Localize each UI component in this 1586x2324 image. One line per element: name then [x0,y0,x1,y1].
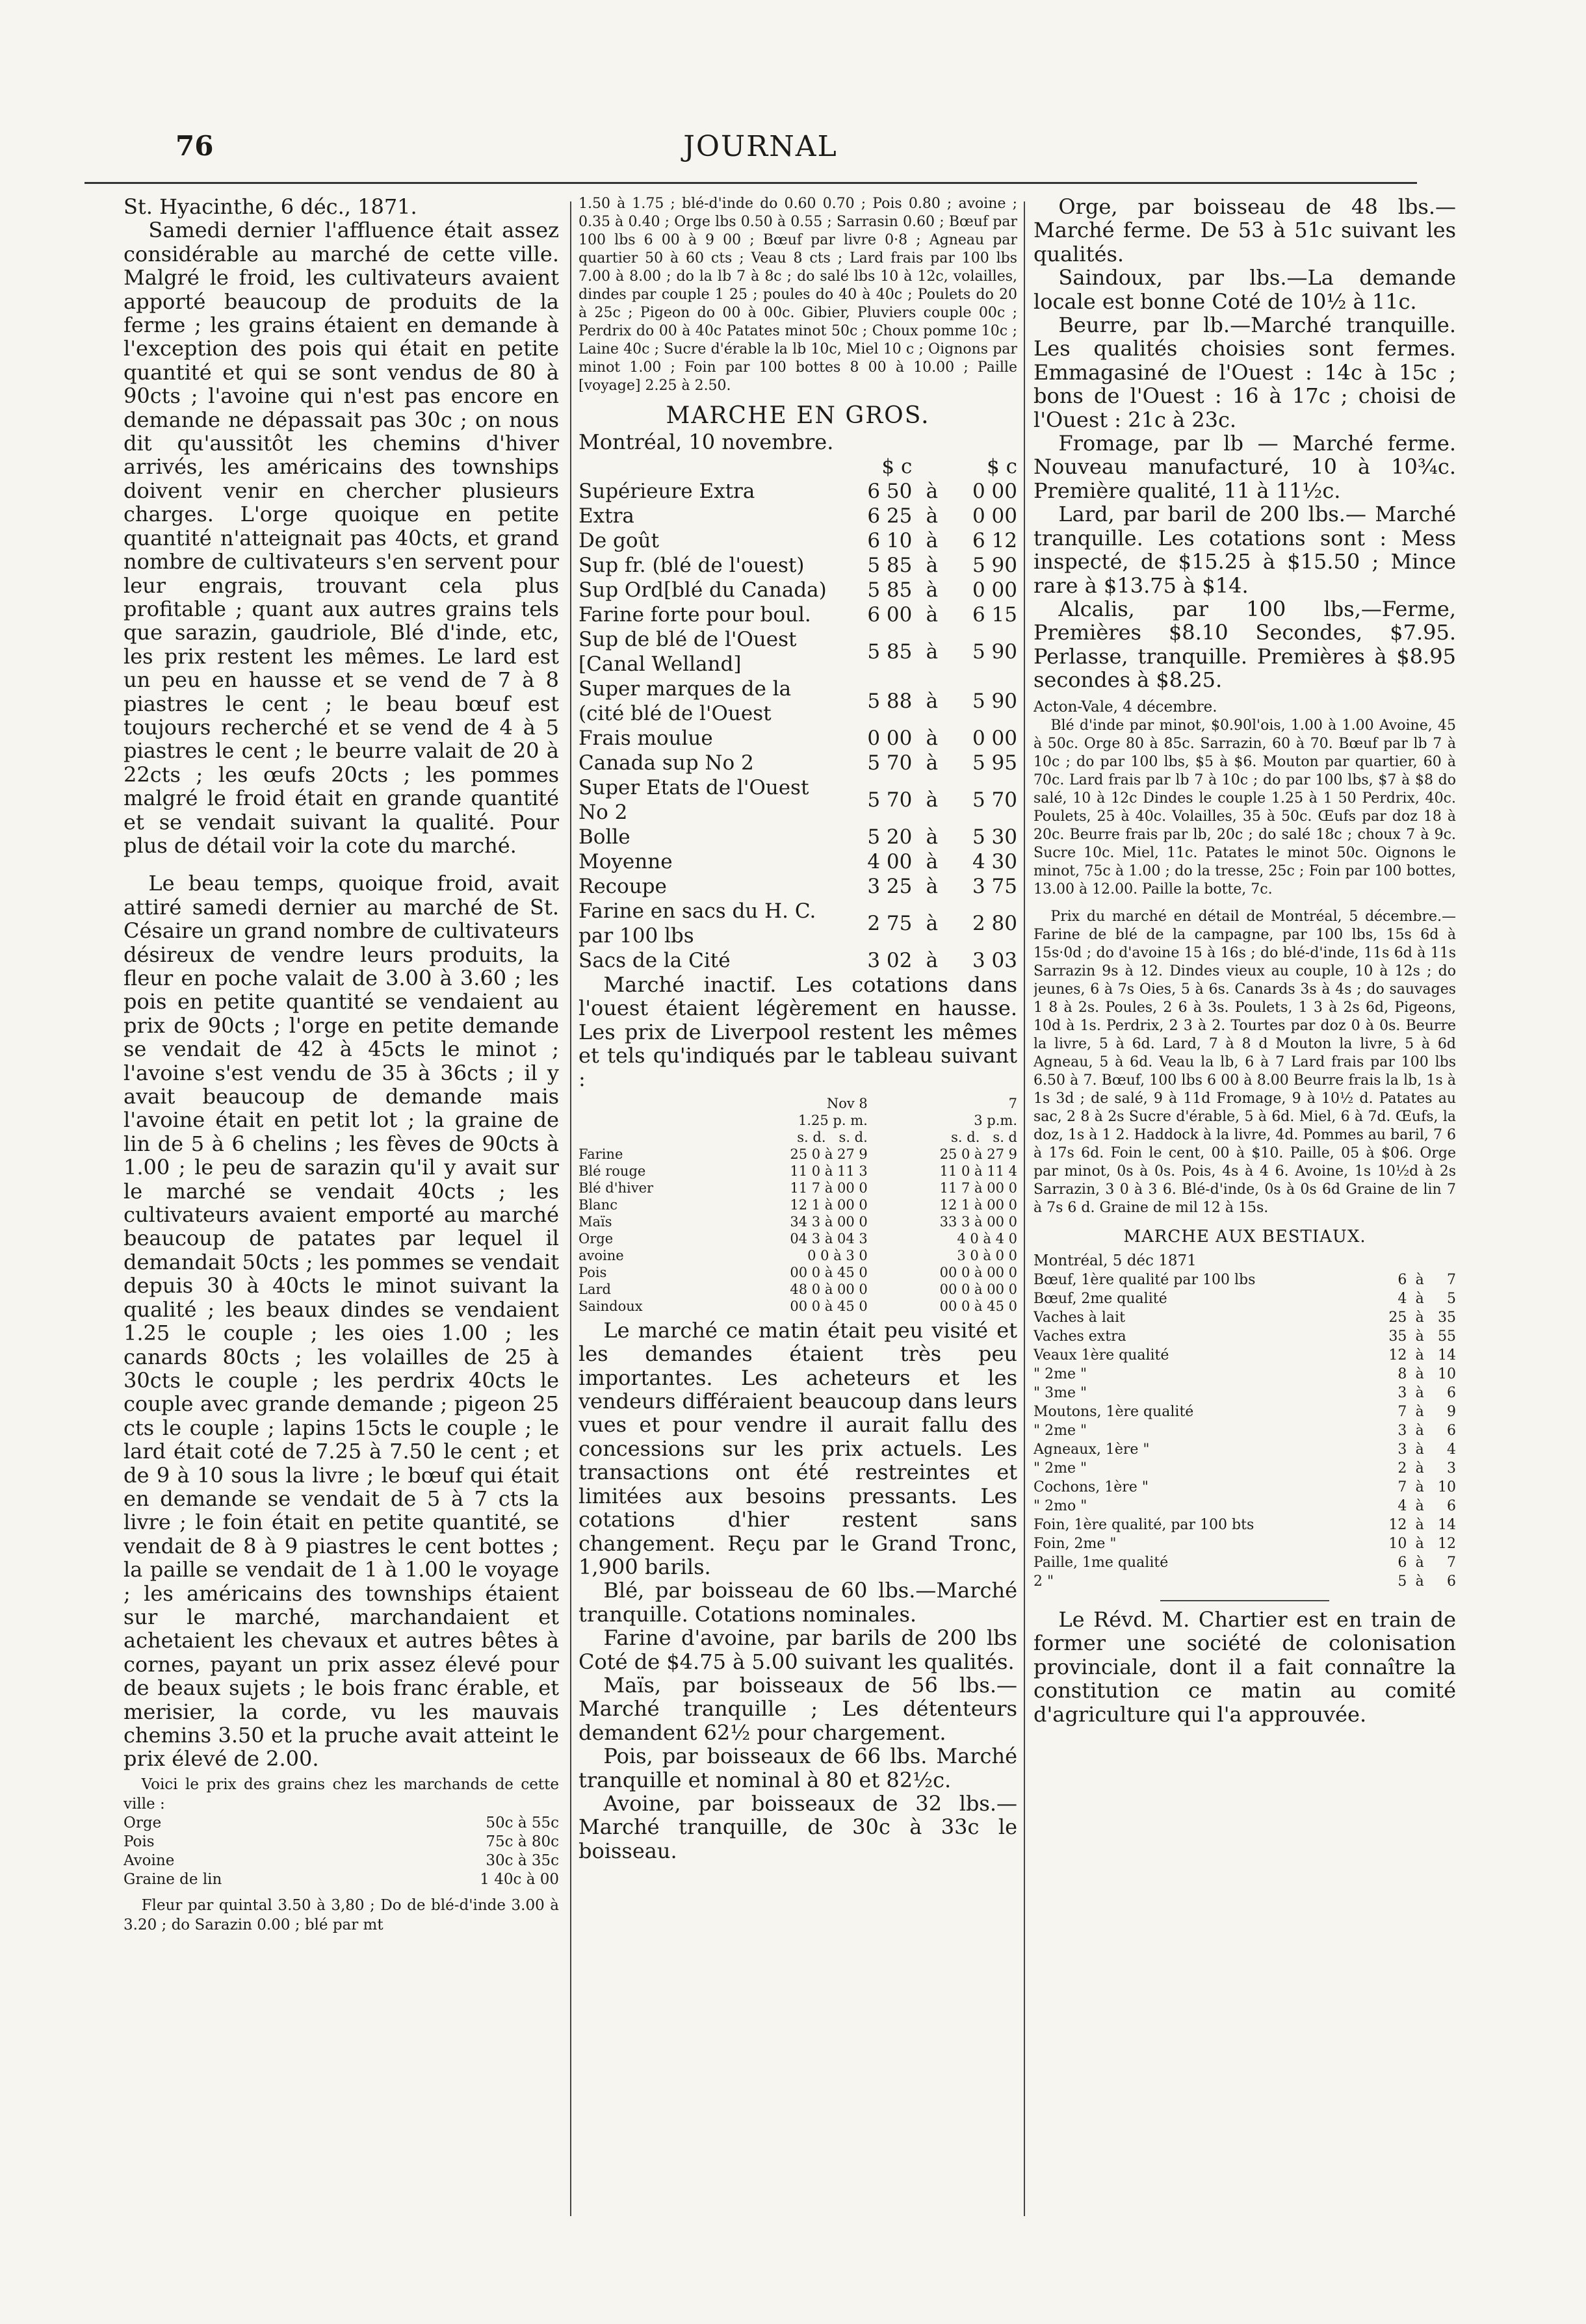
row-sep: à [1415,1347,1424,1363]
table-row [578,677,1017,726]
row-high: 3 03 [972,948,1017,972]
liverpool-date-a: Nov 8 [826,1095,868,1111]
heading-marche-en-gros: MARCHE EN GROS. [666,402,930,429]
table-header-row [578,454,1017,479]
grain-name: Graine de lin [124,1870,222,1888]
row-sep: à [1415,1554,1424,1571]
row-label: Sup Ord[blé du Canada) [578,578,827,602]
table-row [578,874,1017,899]
article-st-hyacinthe: Samedi dernier l'affluence était assez considérable au marché de cette ville. Malgré le froid, les cultivateurs avaient apporté beaucoup de produits de la ferme ; les grains étaient en demande à l'exception des pois qui était en petite quantité et qui se sont vendus de 80 à 90cts ; l'avoine qui n'est pas encore en demande ne dépassait pas 30c ; on nous dit qu'aussitôt les chemins d'hiver arrivés, les américains des townships doivent venir en chercher plusieurs charges. L'orge quoique en petite quantité n'atteignait pas 40cts, et grand nombre de cultivateurs s'en servent pour leur engrais, trouvant cela plus profitable ; quant aux autres grains tels que sarazin, gaudriole, Blé d'inde, etc, les prix restent les mêmes. Le lard est un peu en hausse et se vend de 7 à 8 piastres le cent ; le beau bœuf est toujours recherché et se vend de 4 à 5 piastres le cent ; le beurre valait de 20 à 22cts ; les œufs 20cts ; les pommes malgré le froid était en grande quantité et se vendait suivant la qualité. Pour plus de détail voir la cote du marché. [124,218,559,858]
row-sep: à [1415,1290,1424,1307]
row-high: 6 [1447,1497,1456,1514]
livestock-table [1034,1271,1456,1591]
row-label: Foin, 1ère qualité, par 100 bts [1034,1516,1254,1533]
row-high: 10 [1438,1478,1456,1495]
unit-sd: s. d. [838,1129,868,1145]
row-high: 5 [1447,1290,1456,1307]
column-rule-2 [1024,201,1025,2216]
article-st-cesaire: Le beau temps, quoique froid, avait attiré samedi dernier au marché de St. Césaire un grand nombre de cultivateurs désireux de vendre leurs produits, la fleur en poche valait de 3.00 à 3.60 ; les pois en petite quantité se vendaient au prix de 90cts ; l'orge en petite demande se vendait de 42 à 45cts le minot ; l'avoine s'est vendu de 35 à 36cts ; il y avait beaucoup de demande mais l'avoine était en petit lot ; la graine de lin de 5 à 6 chelins ; les fèves de 90cts à 1.00 ; le peu de sarazin qu'il y avait sur le marché se vendait 40cts ; les cultivateurs avaient emporté au marché beaucoup de patates par lequel il demandait 50cts ; les pommes se vendait depuis 30 à 40cts le minot suivant la qualité ; les beaux dindes se vendaient 1.25 le couple ; les oies 1.00 ; les canards 80cts ; les volailles de 25 à 30cts le couple ; les perdrix 40cts le couple avec grande demande ; pigeon 25 cts le couple ; lapins 15cts le couple ; le lard était coté de 7.25 à 7.50 le cent ; et de 9 à 10 sous la livre ; le bœuf qui était en demande se vendait de 5 à 7 cts la livre ; le foin était en petite quantité, se vendait de 8 à 9 piastres le cent bottes ; la paille se vendait de 1 à 1.00 le voyage ; les américains des townships étaient sur le marché, marchandaient et achetaient les chevaux et autres bêtes à cornes, payant un prix assez élevé pour de beaux sujets ; le bois franc érable, et merisier, la corde, vu les mauvais chemins 3.50 et la pruche avait atteint le prix élevé de 2.00. [124,871,559,1772]
row-label: Blé d'hiver [578,1180,654,1196]
table-row [1034,1516,1456,1534]
row-label: Maïs [578,1213,612,1230]
row-sep: à [1415,1384,1424,1401]
row-label: " 3me " [1034,1384,1087,1401]
row-sep: à [926,849,939,873]
row-sep: à [1415,1573,1424,1590]
row-sep: à [1415,1403,1424,1420]
row-label: Canada sup No 2 [578,751,754,775]
table-row [1034,1497,1456,1516]
row-label: Blé rouge [578,1163,646,1179]
grain-name: Orge [124,1814,162,1831]
row-label: Bolle [578,825,630,849]
row-label: 2 " [1034,1573,1054,1590]
row-value-nov7: 00 0 à 00 0 [939,1264,1017,1280]
liverpool-time-a: 1.25 p. m. [798,1112,868,1128]
row-low: 10 [1388,1535,1407,1552]
row-value-nov8: 48 0 à 00 0 [790,1281,868,1297]
table-row [1034,1327,1456,1346]
table-row [1034,1572,1456,1591]
montreal-retail-prices: Prix du marché en détail de Montréal, 5 décembre.—Farine de blé de la campagne, par 100 lbs, 15s 6d à 15s·0d ; do d'avoine 15 à 16s ; do blé-d'inde, 11s 6d à 11s Sarrazin 9s à 12. Dindes vieux au couple, 10 à 12s ; do jeunes, 6 à 7s Oies, 5 à 6s. Canards 3s à 4s ; do sauvages 1 8 à 2s. Poules, 2 6 à 3s. Poulets, 1 3 à 2s 6d, Pigeons, 10d à 1s. Perdrix, 2 3 à 2. Tourtes par doz 0 à 0s. Beurre la livre, 5 à 6d. Lard, 7 à 8 d Mouton la livre, 5 à 6d Agneau, 5 à 6d. Veau la lb, 6 à 7 Lard frais par 100 lbs 6.50 à 7. Bœuf, 100 lbs 6 00 à 8.00 Beurre frais la lb, 1s à 1s 3d ; de salé, 9 à 11d Fromage, 9 à 10½ d. Patates au sac, 2 8 à 2s Sucre d'érable, 5 à 6d. Miel, 6 à 7d. Œufs, la doz, 1s à 1 2. Haddock à la livre, 4d. Pommes au baril, 7 6 à 17s 6d. Foin le cent, 00 à $10. Paille, 05 à $06. Orge par minot, 0s à 0s. Pois, 4s à 4 6. Avoine, 1s 10½d à 2s Sarrazin, 3 0 à 3 6. Blé-d'inde, 0s à 0s 6d Graine de lin 7 à 7s 6 d. Graine de mil 12 à 15s. [1034,908,1456,1216]
table-row [1034,1459,1456,1478]
row-high: 14 [1438,1516,1456,1533]
grain-price-table [124,1814,559,1889]
row-low: 5 85 [867,578,913,602]
row-low: 5 88 [867,689,913,713]
section-divider [1160,1600,1329,1601]
row-high: 55 [1438,1328,1456,1345]
table-row [1034,1553,1456,1572]
table-row [578,1196,1017,1213]
row-label: Super marques de la (cité blé de l'Ouest [578,677,792,725]
row-value-nov8: 25 0 à 27 9 [790,1146,868,1162]
row-low: 4 00 [867,849,913,873]
table-row [578,553,1017,578]
row-value-nov7: 33 3 à 00 0 [939,1213,1017,1230]
liverpool-intro: Marché inactif. Les cotations dans l'ouest étaient légèrement en hausse. Les prix de Liverpool restent les mêmes et tels qu'indiqués par le tableau suivant : [578,972,1017,1092]
row-label: Bœuf, 2me qualité [1034,1290,1167,1307]
row-sep: à [926,726,939,750]
row-value-nov8: 0 0 à 3 0 [807,1247,868,1263]
row-label: Veaux 1ère qualité [1034,1347,1169,1363]
row-high: 6 [1447,1573,1456,1590]
row-high: 7 [1447,1554,1456,1571]
row-low: 0 00 [867,726,913,750]
row-label: Super Etats de l'Ouest No 2 [578,775,809,824]
row-label: Recoupe [578,874,667,898]
table-row [578,1298,1017,1315]
row-value-nov7: 11 7 à 00 0 [939,1180,1017,1196]
row-label: Cochons, 1ère " [1034,1478,1149,1495]
row-high: 3 75 [972,874,1017,898]
row-label: " 2me " [1034,1422,1087,1439]
row-high: 9 [1447,1403,1456,1420]
row-label: Moyenne [578,849,673,873]
grain-price: 50c à 55c [486,1814,559,1831]
row-low: 5 20 [867,825,913,849]
row-high: 0 00 [972,726,1017,750]
column-1 [124,195,559,2294]
market-report: Le marché ce matin était peu visité et les demandes étaient très peu importantes. Les acheteurs et les vendeurs différaient beaucoup dans leurs vues et pour vendre il aurait fallu des concessions sur les prix actuels. Les transactions ont été restreintes et limitées aux besoins pressants. Les cotations d'hier restent sans changement. Reçu par le Grand Tronc, 1,900 barils. [578,1317,1017,1579]
flour-prices: Fleur par quintal 3.50 à 3,80 ; Do de blé-d'inde 3.00 à 3.20 ; do Sarazin 0.00 ; blé par mt [124,1896,559,1933]
table-header-row [578,1112,1017,1129]
grain-price: 30c à 35c [486,1852,559,1869]
row-sep: à [926,689,939,713]
table-row [1034,1440,1456,1459]
row-high: 4 [1447,1441,1456,1458]
row-label: Agneaux, 1ère " [1034,1441,1150,1458]
row-high: 6 [1447,1384,1456,1401]
liverpool-time-b: 3 p.m. [974,1112,1017,1128]
table-row [1034,1421,1456,1440]
row-value-nov8: 00 0 à 45 0 [790,1298,868,1314]
table-row [578,1163,1017,1180]
row-value-nov7: 25 0 à 27 9 [939,1146,1017,1162]
row-sep: à [1415,1422,1424,1439]
row-low: 5 85 [867,639,913,664]
row-sep: à [926,788,939,812]
table-row [124,1814,559,1833]
row-sep: à [1415,1271,1424,1288]
row-label: Foin, 2me " [1034,1535,1117,1552]
row-label: Pois [578,1264,607,1280]
row-low: 5 85 [867,553,913,577]
row-high: 6 [1447,1422,1456,1439]
farine-avoine-report: Farine d'avoine, par barils de 200 lbs Coté de $4.75 à 5.00 suivant les qualités. [578,1625,1017,1674]
table-header-row [578,1129,1017,1146]
table-row [1034,1478,1456,1497]
row-high: 14 [1438,1347,1456,1363]
row-low: 3 25 [867,874,913,898]
table-row [578,627,1017,677]
row-label: Bœuf, 1ère qualité par 100 lbs [1034,1271,1256,1288]
table-row [578,602,1017,627]
heading-marche-aux-bestiaux: MARCHE AUX BESTIAUX. [1123,1226,1366,1246]
row-label: Saindoux [578,1298,643,1314]
row-sep: à [926,639,939,664]
row-sep: à [1415,1497,1424,1514]
mais-report: Maïs, par boisseaux de 56 lbs.—Marché tranquille ; Les détenteurs demandent 62½ pour chargement. [578,1672,1017,1745]
row-low: 6 00 [867,602,913,626]
table-row [578,849,1017,874]
row-low: 7 [1398,1403,1407,1420]
row-label: De goût [578,528,659,552]
table-row [1034,1308,1456,1327]
row-label: Orge [578,1230,614,1246]
row-high: 3 [1447,1460,1456,1477]
table-row [578,825,1017,849]
row-value-nov7: 00 0 à 45 0 [939,1298,1017,1314]
grain-name: Pois [124,1833,155,1850]
row-low: 2 [1398,1460,1407,1477]
row-label: Vaches extra [1034,1328,1126,1345]
row-high: 5 90 [972,553,1017,577]
row-value-nov7: 00 0 à 00 0 [939,1281,1017,1297]
table-row [578,479,1017,504]
row-sep: à [926,479,939,503]
row-high: 5 70 [972,788,1017,812]
row-high: 0 00 [972,504,1017,528]
row-value-nov7: 4 0 à 4 0 [957,1230,1017,1246]
row-sep: à [926,578,939,602]
table-row [578,1264,1017,1281]
row-label: " 2me " [1034,1460,1087,1477]
row-low: 5 70 [867,788,913,812]
header-rule [84,182,1417,184]
row-sep: à [1415,1328,1424,1345]
grain-price: 1 40c à 00 [480,1870,559,1888]
row-low: 3 02 [867,948,913,972]
table-row [578,775,1017,825]
row-label: Paille, 1me qualité [1034,1554,1169,1571]
page-number: 76 [176,130,214,162]
row-high: 10 [1438,1365,1456,1382]
row-low: 6 [1398,1554,1407,1571]
row-value-nov7: 3 0 à 0 0 [957,1247,1017,1263]
table-row [1034,1534,1456,1553]
ble-report: Blé, par boisseau de 60 lbs.—Marché tranquille. Cotations nominales. [578,1578,1017,1627]
alcalis-report: Alcalis, par 100 lbs,—Ferme, Premières $8.10 Secondes, $7.95. Perlasse, tranquille. Premières à $8.95 secondes à $8.25. [1034,596,1456,693]
row-label: Farine en sacs du H. C. par 100 lbs [578,899,816,948]
row-label: Moutons, 1ère qualité [1034,1403,1194,1420]
row-low: 25 [1388,1309,1407,1326]
row-low: 6 50 [867,479,913,503]
row-low: 12 [1388,1347,1407,1363]
row-label: Sup fr. (blé de l'ouest) [578,553,805,577]
column-unit: $ c [881,454,913,478]
row-low: 7 [1398,1478,1407,1495]
acton-vale-prices: Blé d'inde par minot, $0.90l'ois, 1.00 à 1.00 Avoine, 45 à 50c. Orge 80 à 85c. Sarrazin, 60 à 70. Bœuf par lb 7 à 10c ; do par 100 lbs, $5 à $6. Mouton par quartier, 60 à 70c. Lard frais par lb 7 à 10c ; do par 100 lbs, $7 à $8 do salé, 10 à 12c Dindes le couple 1.25 à 1 50 Perdrix, 40c. Poulets, 25 à 40c. Volailles, 35 à 50c. Œufs par doz 18 à 20c. Beurre frais par lb, 20c ; do salé 18c ; choux 7 à 9c. Sucre 10c. Miel, 11c. Patates le minot 50c. Oignons le minot, 75c à 1.00 ; do la tresse, 25c ; Foin par 100 bottes, 13.00 à 12.00. Paille la botte, 7c. [1034,717,1456,897]
table-row [578,726,1017,751]
row-low: 12 [1388,1516,1407,1533]
row-value-nov8: 11 0 à 11 3 [790,1163,868,1179]
row-low: 6 10 [867,528,913,552]
row-sep: à [926,825,939,849]
row-sep: à [1415,1460,1424,1477]
row-high: 5 95 [972,751,1017,775]
row-label: Sup de blé de l'Ouest [Canal Welland] [578,627,797,676]
row-value-nov7: 12 1 à 00 0 [939,1196,1017,1213]
row-high: 4 30 [972,849,1017,873]
row-label: " 2mo " [1034,1497,1087,1514]
table-row [578,504,1017,528]
row-low: 4 [1398,1290,1407,1307]
grain-name: Avoine [124,1852,175,1869]
row-low: 3 [1398,1384,1407,1401]
fromage-report: Fromage, par lb — Marché ferme. Nouveau manufacturé, 10 à 10¾c. Première qualité, 11 à 11½c. [1034,431,1456,503]
table-row [124,1870,559,1889]
row-sep: à [926,553,939,577]
row-low: 4 [1398,1497,1407,1514]
unit-sd: s. d. [797,1129,826,1145]
row-high: 5 90 [972,689,1017,713]
saindoux-report: Saindoux, par lbs.—La demande locale est bonne Coté de 10½ à 11c. [1034,265,1456,314]
row-label: Farine forte pour boul. [578,602,811,626]
row-high: 6 12 [972,528,1017,552]
table-row [1034,1289,1456,1308]
row-label: avoine [578,1247,624,1263]
row-low: 3 [1398,1441,1407,1458]
beurre-report: Beurre, par lb.—Marché tranquille. Les qualités choisies sont fermes. Emmagasiné de l'Ouest : 14c à 15c ; bons de l'Ouest : 16 à 17c ; choisi de l'Ouest : 21c à 23c. [1034,313,1456,432]
row-value-nov8: 34 3 à 00 0 [790,1213,868,1230]
row-low: 5 70 [867,751,913,775]
row-label: Vaches à lait [1034,1309,1125,1326]
row-sep: à [926,504,939,528]
table-row [578,1247,1017,1264]
row-high: 0 00 [972,578,1017,602]
table-row [1034,1365,1456,1384]
row-label: Farine [578,1146,623,1162]
journal-title: JOURNAL [683,130,838,163]
row-low: 6 [1398,1271,1407,1288]
table-row [1034,1402,1456,1421]
liverpool-date-b: 7 [1008,1095,1017,1111]
row-low: 5 [1398,1573,1407,1590]
chartier-notice: Le Révd. M. Chartier est en train de former une société de colonisation provinciale, dont il a fait connaître la constitution ce matin au comité d'agriculture qui l'a approuvée. [1034,1607,1456,1727]
table-header-row [578,1095,1017,1112]
row-label: Blanc [578,1196,618,1213]
table-row [578,1281,1017,1298]
row-label: Lard [578,1281,611,1297]
row-label: Supérieure Extra [578,479,755,503]
row-sep: à [1415,1309,1424,1326]
row-sep: à [1415,1441,1424,1458]
row-high: 0 00 [972,479,1017,503]
row-sep: à [926,911,939,935]
dateline-montreal-dec: Montréal, 5 déc 1871 [1034,1252,1197,1269]
row-high: 12 [1438,1535,1456,1552]
table-row [578,948,1017,973]
table-row [578,578,1017,602]
column-3 [1034,195,1456,2294]
row-label: Sacs de la Cité [578,948,731,972]
row-value-nov7: 11 0 à 11 4 [939,1163,1017,1179]
row-value-nov8: 00 0 à 45 0 [790,1264,868,1280]
row-value-nov8: 11 7 à 00 0 [790,1180,868,1196]
column-unit: $ c [987,454,1017,478]
grain-intro: Voici le prix des grains chez les marchands de cette ville : [124,1775,559,1813]
row-low: 2 75 [867,911,913,935]
table-row [578,1180,1017,1196]
table-row [1034,1346,1456,1365]
row-low: 8 [1398,1365,1407,1382]
row-high: 5 30 [972,825,1017,849]
row-low: 35 [1388,1328,1407,1345]
avoine-report: Avoine, par boisseaux de 32 lbs.—Marché tranquille, de 30c à 33c le boisseau. [578,1790,1017,1863]
table-row [578,751,1017,775]
row-low: 3 [1398,1422,1407,1439]
column-2 [578,195,1017,2294]
row-sep: à [926,874,939,898]
row-sep: à [1415,1478,1424,1495]
row-high: 35 [1438,1309,1456,1326]
table-row [578,899,1017,948]
table-row [124,1833,559,1852]
orge-report: Orge, par boisseau de 48 lbs.—Marché ferme. De 53 à 51c suivant les qualités. [1034,195,1456,266]
table-row [578,1213,1017,1230]
row-label: " 2me " [1034,1365,1087,1382]
dateline-montreal-nov: Montréal, 10 novembre. [578,430,834,455]
row-high: 5 90 [972,639,1017,664]
dateline-acton-vale: Acton-Vale, 4 décembre. [1034,698,1217,716]
liverpool-table [578,1095,1017,1315]
row-label: Frais moulue [578,726,713,750]
row-low: 6 25 [867,504,913,528]
grain-price: 75c à 80c [486,1833,559,1850]
row-high: 6 15 [972,602,1017,626]
table-row [578,1230,1017,1247]
unit-sd: s. d [993,1129,1017,1145]
local-prices-continued: 1.50 à 1.75 ; blé-d'inde do 0.60 0.70 ; Pois 0.80 ; avoine ; 0.35 à 0.40 ; Orge lbs 0.50 à 0.55 ; Sarrasin 0.60 ; Bœuf par 100 lbs 6 00 à 9 00 ; Bœuf par livre 0·8 ; Agneau par quartier 50 à 60 cts ; Veau 8 cts ; Lard frais par 100 lbs 7.00 à 8.00 ; do la lb 7 à 8c ; do salé lbs 10 à 12c, volailles, dindes par couple 1 25 ; poules do 40 à 40c ; Poulets do 20 à 25c ; Pigeon do 00 à 00c. Gibier, Pluviers couple 00c ; Perdrix do 00 à 40c Patates minot 50c ; Choux pomme 10c ; Laine 40c ; Sucre d'érable la lb 10c, Miel 10 c ; Oignons par minot 1.00 ; Foin par 100 bottes 8 00 à 10.00 ; Paille [voyage] 2.25 à 2.50. [578,196,1017,394]
page-header [104,130,1417,175]
row-label: Extra [578,504,634,528]
table-row [578,528,1017,553]
table-row [124,1852,559,1870]
table-row [1034,1271,1456,1289]
row-sep: à [1415,1365,1424,1382]
row-sep: à [926,751,939,775]
row-value-nov8: 12 1 à 00 0 [790,1196,868,1213]
row-value-nov8: 04 3 à 04 3 [790,1230,868,1246]
table-row [1034,1384,1456,1402]
column-rule-1 [570,201,571,2216]
unit-sd: s. d. [951,1129,980,1145]
pois-report: Pois, par boisseaux de 66 lbs. Marché tranquille et nominal à 80 et 82½c. [578,1744,1017,1792]
row-sep: à [926,602,939,626]
wholesale-price-table [578,454,1017,973]
row-sep: à [1415,1535,1424,1552]
dateline-st-hyacinthe: St. Hyacinthe, 6 déc., 1871. [124,195,417,219]
table-row [578,1146,1017,1163]
row-high: 7 [1447,1271,1456,1288]
row-sep: à [926,528,939,552]
row-sep: à [1415,1516,1424,1533]
row-sep: à [926,948,939,972]
lard-report: Lard, par baril de 200 lbs.— Marché tranquille. Les cotations sont : Mess inspecté, de $15.25 à $15.50 ; Mince rare à $13.75 à $14. [1034,502,1456,598]
row-high: 2 80 [972,911,1017,935]
